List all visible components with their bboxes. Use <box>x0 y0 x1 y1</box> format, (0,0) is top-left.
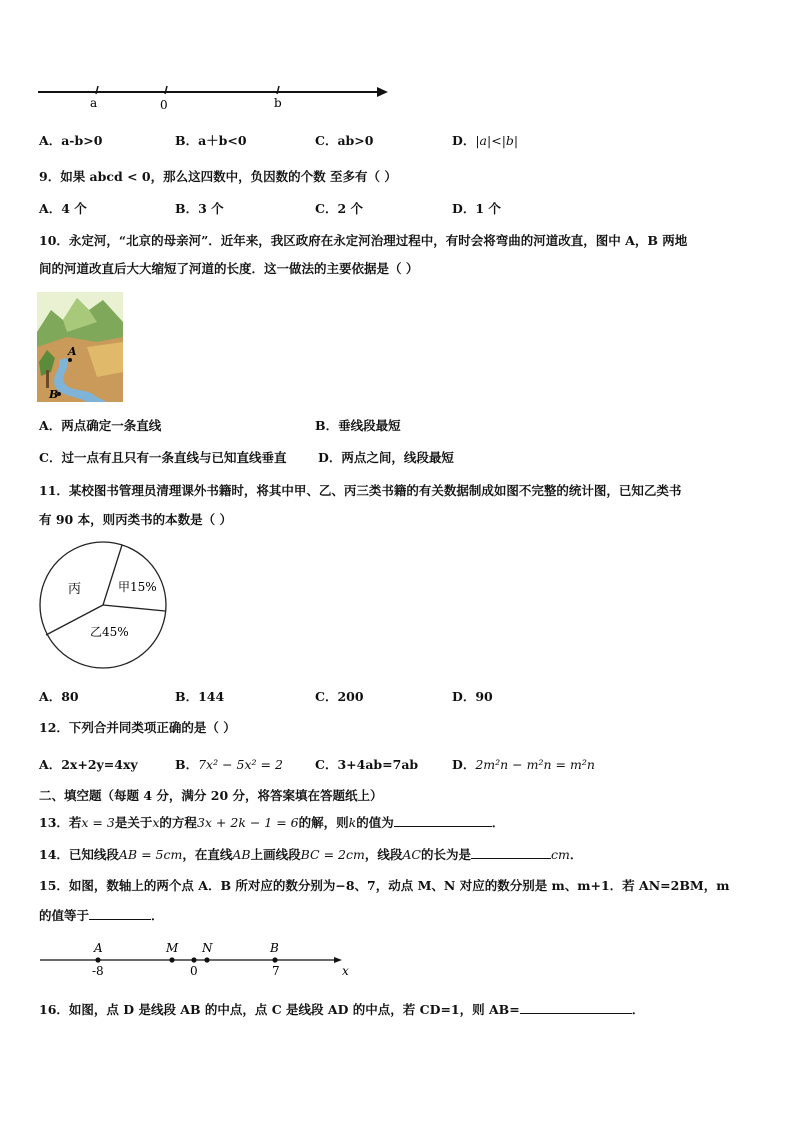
q15-stem-line2 <box>39 906 164 924</box>
q12-option-c: C．3+4ab=7ab <box>315 757 419 772</box>
q8-option-b: B．a＋b<0 <box>175 133 247 148</box>
q11-option-d: D．90 <box>452 689 493 704</box>
q14-unit: cm <box>550 847 570 862</box>
q14-text-3: 上画线段 <box>250 847 301 862</box>
q14-text-6: ． <box>569 847 583 862</box>
q13-text-2: 是关于 <box>114 815 153 830</box>
numline-label-a: a <box>90 96 98 110</box>
pie-label-bing: 丙 <box>68 582 82 597</box>
q10-stem-line2: 间的河道改直后大大缩短了河道的长度．这一做法的主要依据是（ ） <box>39 261 419 276</box>
q10-stem-line1: 10．永定河，“北京的母亲河”．近年来，我区政府在永定河治理过程中，有时会将弯曲的河道改直，图中 A，B 两地 <box>39 233 688 248</box>
pie-chart-figure <box>36 541 170 671</box>
q14-text-1: 14．已知线段 <box>39 847 119 862</box>
q15-label-m: M <box>166 941 179 955</box>
q12-option-b-math: 7x² − 5x² = 2 <box>198 757 283 772</box>
q12-option-d-math: 2m²n − m²n = m²n <box>475 757 595 772</box>
q14-math-3: BC = 2cm <box>300 847 365 862</box>
q14 <box>39 845 582 863</box>
q15-stem-end: ． <box>151 908 164 923</box>
q16-stem-end: ． <box>631 1002 645 1017</box>
q15-point-n <box>204 957 209 962</box>
q12-option-b <box>175 755 283 773</box>
q13 <box>39 813 504 831</box>
q15-number-line <box>38 938 358 980</box>
q12-option-d-label: D． <box>452 757 476 772</box>
q16-stem-text: 16．如图，点 D 是线段 AB 的中点，点 C 是线段 AD 的中点，若 CD=1，则 AB= <box>39 1002 520 1017</box>
q13-text-4: 的解，则 <box>298 815 349 830</box>
river-label-b: B <box>49 388 59 401</box>
q13-text-1: 13．若 <box>39 815 82 830</box>
q12-option-a: A．2x+2y=4xy <box>39 757 138 772</box>
number-line-figure <box>36 82 396 114</box>
q13-math-2: x <box>152 815 160 830</box>
q9-option-b: B．3 个 <box>175 201 224 216</box>
q12-option-b-label: B． <box>175 757 199 772</box>
q15-label-n: N <box>202 941 213 955</box>
section-2-heading: 二、填空题（每题 4 分，满分 20 分，将答案填在答题纸上） <box>39 788 383 803</box>
q16-answer-blank[interactable] <box>520 1001 632 1014</box>
q11-option-a: A．80 <box>39 689 79 704</box>
q9-option-c: C．2 个 <box>315 201 363 216</box>
q10-option-d: D．两点之间，线段最短 <box>318 450 454 465</box>
q15-num-7: 7 <box>272 964 280 978</box>
q15-point-zero <box>191 957 196 962</box>
q14-text-4: ，线段 <box>364 847 403 862</box>
pie-label-yi: 乙45% <box>90 625 129 639</box>
q8-option-d <box>452 131 518 149</box>
q13-math-1: x = 3 <box>81 815 115 830</box>
q10-option-b: B．垂线段最短 <box>315 418 401 433</box>
q14-answer-blank[interactable] <box>471 846 551 859</box>
q8-option-d-label: D． <box>452 133 476 148</box>
q11-stem-line2: 有 90 本，则丙类书的本数是（ ） <box>39 512 232 527</box>
q15-axis-x: x <box>342 964 349 978</box>
q13-text-3: 的方程 <box>159 815 197 830</box>
q13-math-3: 3x + 2k − 1 = 6 <box>196 815 299 830</box>
q9-option-d: D．1 个 <box>452 201 501 216</box>
q14-math-1: AB = 5cm <box>118 847 183 862</box>
q8-option-c: C．ab>0 <box>315 133 374 148</box>
q15-label-b: B <box>270 941 279 955</box>
q14-text-5: 的长为是 <box>420 847 471 862</box>
q12-stem: 12．下列合并同类项正确的是（ ） <box>39 720 236 735</box>
q8-option-d-math: |a|<|b| <box>475 133 519 148</box>
q13-answer-blank[interactable] <box>394 814 492 827</box>
q14-math-4: AC <box>402 847 421 862</box>
q15-point-a <box>95 957 100 962</box>
q15-point-m <box>169 957 174 962</box>
q12-option-d <box>452 755 595 773</box>
q9-stem: 9．如果 abcd < 0，那么这四数中，负因数的个数 至多有（ ） <box>39 169 397 184</box>
q15-label-a: A <box>94 941 103 955</box>
river-illustration <box>37 292 123 402</box>
q14-math-2: AB <box>232 847 251 862</box>
numline-label-b: b <box>274 96 282 110</box>
numline-label-0: 0 <box>160 98 168 112</box>
q15-num-neg8: -8 <box>92 964 104 978</box>
q16 <box>39 1000 644 1018</box>
q11-option-b: B．144 <box>175 689 225 704</box>
q13-text-5: 的值为 <box>356 815 394 830</box>
q15-stem-line2-text: 的值等于 <box>39 908 90 923</box>
q15-num-0: 0 <box>190 964 198 978</box>
q9-option-a: A．4 个 <box>39 201 87 216</box>
q13-math-4: k <box>348 815 357 830</box>
q8-option-a: A．a-b>0 <box>39 133 103 148</box>
q10-option-c: C．过一点有且只有一条直线与已知直线垂直 <box>39 450 287 465</box>
pie-label-jia: 甲15% <box>118 580 157 594</box>
q15-point-b <box>272 957 277 962</box>
q11-stem-line1: 11．某校图书管理员清理课外书籍时，将其中甲、乙、丙三类书籍的有关数据制成如图不完整的统计图，已知乙类书 <box>39 483 682 498</box>
q15-stem-line1: 15．如图，数轴上的两个点 A．B 所对应的数分别为−8、7，动点 M、N 对应的数分别是 m、m+1．若 AN=2BM，m <box>39 878 730 893</box>
river-label-a: A <box>68 345 77 358</box>
q14-text-2: ，在直线 <box>182 847 233 862</box>
q10-option-a: A．两点确定一条直线 <box>39 418 162 433</box>
q11-option-c: C．200 <box>315 689 364 704</box>
q15-answer-blank[interactable] <box>89 907 151 920</box>
q13-text-6: ． <box>491 815 505 830</box>
